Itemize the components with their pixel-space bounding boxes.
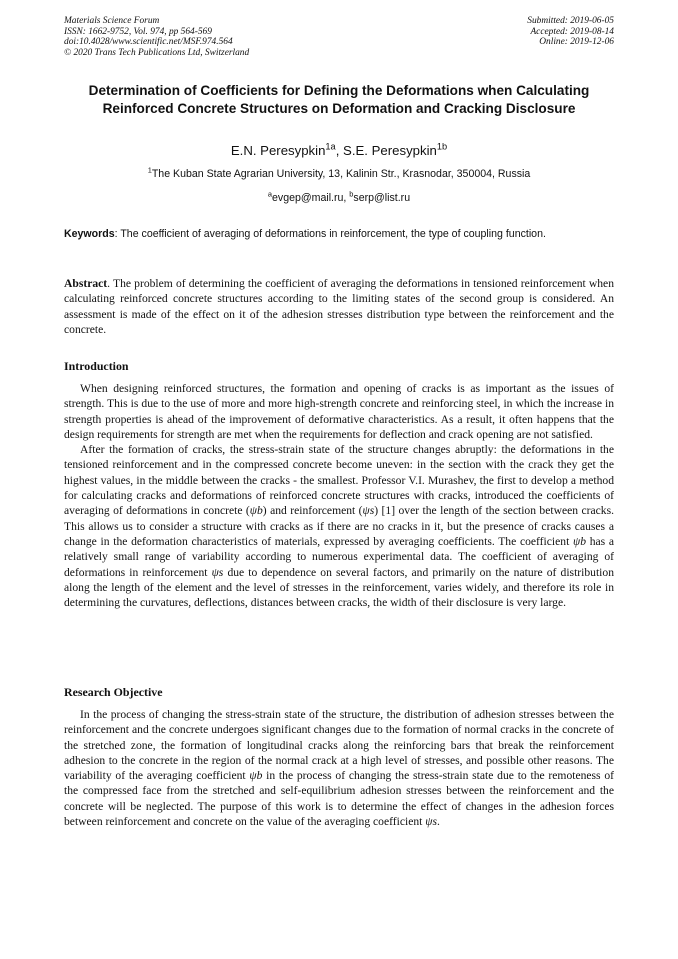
keywords bbox=[64, 227, 614, 241]
email-link[interactable]: serp@list.ru bbox=[353, 192, 411, 204]
psi-s-symbol: ψs bbox=[211, 565, 224, 579]
abstract bbox=[64, 276, 614, 337]
author-name: S.E. Peresypkin bbox=[343, 143, 437, 158]
accepted-date: Accepted: 2019-08-14 bbox=[530, 26, 614, 37]
paragraph bbox=[64, 707, 614, 829]
abstract-text: . The problem of determining the coefficient of averaging the deformations in tensioned reinforcement when calculating reinforced concrete structures according to the limiting states of the second group is considered. An assessment is made of the effect on it of the adhesion stresses distribution type between the reinforcement and the concrete. bbox=[64, 277, 614, 336]
issn-line: ISSN: 1662-9752, Vol. 974, pp 564-569 bbox=[64, 26, 212, 37]
author-separator: , bbox=[335, 143, 344, 158]
affiliation-text: The Kuban State Agrarian University, 13, Kalinin Str., Krasnodar, 350004, Russia bbox=[151, 168, 531, 180]
email-separator: , bbox=[343, 192, 350, 204]
author-affil-mark: 1a bbox=[325, 141, 336, 152]
journal-name: Materials Science Forum bbox=[64, 16, 160, 26]
email-mark: b bbox=[349, 189, 354, 199]
research-objective-section bbox=[64, 685, 614, 829]
section-heading: Research Objective bbox=[64, 685, 163, 699]
abstract-label: Abstract bbox=[64, 277, 108, 290]
paragraph bbox=[64, 442, 614, 610]
affiliation-mark: 1 bbox=[147, 165, 152, 175]
psi-b-symbol: ψb bbox=[249, 769, 263, 783]
text-run: . bbox=[437, 815, 440, 829]
keywords-text: : The coefficient of averaging of deformations in reinforcement, the type of coupling function. bbox=[114, 228, 546, 240]
text-run: ) [1] over the length of the section between cracks. This allows us to consider a structure with cracks as if there are no cracks in it, but the presence of cracks causes a change in the deformation characteristics of materials, expressed by averaging coefficients. The coefficient bbox=[64, 504, 614, 548]
text-run: After the formation of cracks, the stress-strain state of the structure changes abruptly: the deformations in the tensioned reinforcement and in the compressed concrete become uneven: in the section with the crack they get the highest values, in the middle between the cracks - the smallest. Professor V.I. Murashev, the first to develop a method for calculating cracks and deformations of reinforced concrete structures with cracks, introduced the coefficients of averaging of deformations in concrete ( bbox=[64, 443, 614, 518]
dates-header bbox=[527, 16, 614, 48]
paragraph: When designing reinforced structures, the formation and opening of cracks is as important as the issues of strength. This is due to the use of more and more high-strength concrete and reinforcing steel, in which the increase in strength properties is ahead of the improvement of deformative characteristics. As a result, it often happens that the design requirements for strength are met when the requirements for deflection and crack opening are not satisfied. bbox=[64, 382, 614, 441]
author-name: E.N. Peresypkin bbox=[230, 143, 326, 158]
introduction-section bbox=[64, 359, 614, 610]
online-date: Online: 2019-12-06 bbox=[539, 37, 614, 48]
journal-header bbox=[64, 16, 249, 58]
psi-b-symbol: ψb bbox=[573, 534, 586, 548]
submitted-date: Submitted: 2019-06-05 bbox=[527, 16, 614, 26]
doi-line: doi:10.4028/www.scientific.net/MSF.974.564 bbox=[64, 37, 233, 48]
email-link[interactable]: evgep@mail.ru bbox=[272, 192, 344, 204]
text-run: ) and reinforcement ( bbox=[262, 504, 363, 518]
email-mark: a bbox=[267, 189, 272, 199]
author-list bbox=[64, 142, 614, 160]
affiliation bbox=[64, 167, 614, 181]
text-run: In the process of changing the stress-strain state of the structure, the distribution of adhesion stresses between the reinforcement and the concrete undergoes significant changes due to the formation of normal cracks in the concrete of the stretched zone, the formation of longitudinal cracks along the reinforcing bars that break the reinforcement adhesion to the concrete in the region of the normal crack at a high level of stresses, and possible other reasons. The variability of the averaging coefficient bbox=[64, 708, 614, 783]
text-run: in the process of changing the stress-strain state due to the remoteness of the compressed face from the stretched and self-equilibrium adhesion stresses between the reinforcement and the concrete will be neglected. The purpose of this work is to determine the effect of changes in the adhesion forces between reinforcement and concrete on the value of the averaging coefficient bbox=[64, 769, 614, 829]
text-run: has a relatively small range of variability according to numerous experimental data. The coefficient of averaging of deformations in reinforcement bbox=[64, 534, 614, 579]
psi-s-symbol: ψs bbox=[425, 815, 437, 829]
psi-b-symbol: ψb bbox=[249, 504, 263, 518]
text-run: due to dependence on several factors, and primarily on the nature of distribution along the length of the element and the level of stresses in the reinforcement, varies widely, and therefore its role in determining the curvatures, deflections, distances between cracks, the width of their disclosure is very large. bbox=[64, 565, 614, 610]
author-affil-mark: 1b bbox=[436, 141, 448, 152]
section-heading: Introduction bbox=[64, 359, 129, 373]
paper-title: Determination of Coefficients for Defining the Deformations when Calculating Reinforced Concrete Structures on Deformation and Cracking Disclosure bbox=[88, 83, 590, 116]
psi-s-symbol: ψs bbox=[362, 504, 375, 518]
copyright-line: © 2020 Trans Tech Publications Ltd, Switzerland bbox=[64, 47, 250, 58]
keywords-label: Keywords bbox=[64, 228, 115, 240]
author-emails bbox=[64, 191, 614, 205]
